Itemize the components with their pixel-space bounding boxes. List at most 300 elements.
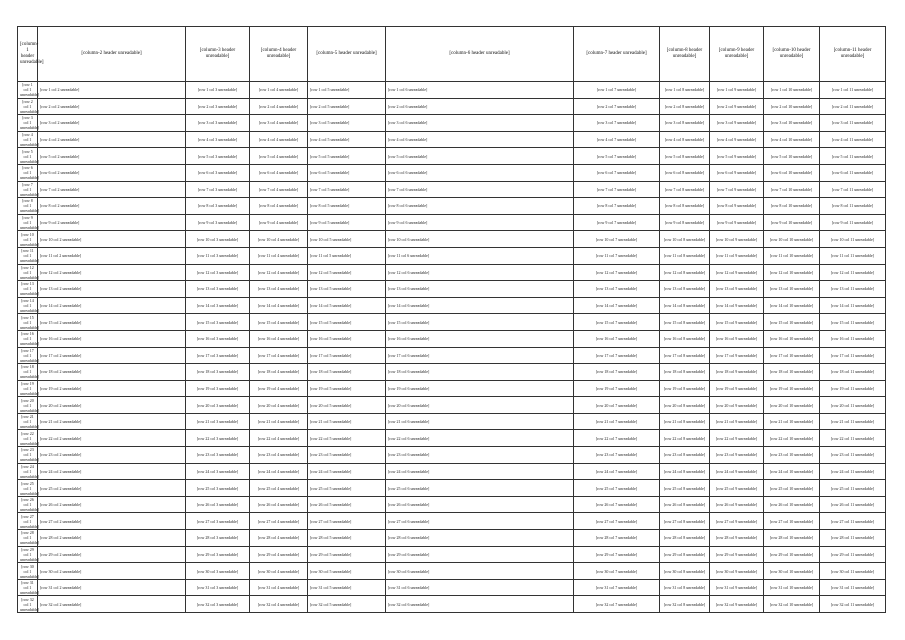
table-cell: [row 13 col 9 unreadable] — [710, 281, 764, 298]
table-cell: [row 5 col 9 unreadable] — [710, 148, 764, 165]
table-cell: [row 14 col 5 unreadable] — [308, 297, 386, 314]
table-cell: [row 29 col 3 unreadable] — [186, 546, 250, 563]
table-cell: [row 2 col 8 unreadable] — [660, 98, 710, 115]
table-cell: [row 2 col 1 unreadable] — [18, 98, 38, 115]
table-cell: [row 3 col 4 unreadable] — [250, 115, 308, 132]
table-cell: [row 4 col 8 unreadable] — [660, 131, 710, 148]
table-row — [18, 181, 886, 198]
table-cell: [row 28 col 3 unreadable] — [186, 530, 250, 547]
column-header: [column-8 header unreadable] — [660, 27, 710, 82]
table-cell: [row 8 col 7 unreadable] — [574, 198, 660, 215]
table-cell: [row 29 col 1 unreadable] — [18, 546, 38, 563]
column-header: [column-6 header unreadable] — [386, 27, 574, 82]
table-cell: [row 4 col 10 unreadable] — [764, 131, 820, 148]
table-row — [18, 198, 886, 215]
table-cell: [row 4 col 9 unreadable] — [710, 131, 764, 148]
table-cell: [row 13 col 11 unreadable] — [820, 281, 886, 298]
table-cell: [row 10 col 8 unreadable] — [660, 231, 710, 248]
table-row — [18, 397, 886, 414]
table-cell: [row 21 col 3 unreadable] — [186, 413, 250, 430]
table-cell: [row 29 col 9 unreadable] — [710, 546, 764, 563]
table-cell: [row 28 col 9 unreadable] — [710, 530, 764, 547]
table-cell: [row 16 col 5 unreadable] — [308, 330, 386, 347]
table-cell: [row 27 col 3 unreadable] — [186, 513, 250, 530]
table-cell: [row 15 col 10 unreadable] — [764, 314, 820, 331]
table-cell: [row 12 col 1 unreadable] — [18, 264, 38, 281]
table-cell: [row 18 col 5 unreadable] — [308, 364, 386, 381]
table-cell: [row 7 col 3 unreadable] — [186, 181, 250, 198]
table-cell: [row 19 col 7 unreadable] — [574, 380, 660, 397]
table-cell: [row 10 col 5 unreadable] — [308, 231, 386, 248]
table-cell: [row 19 col 11 unreadable] — [820, 380, 886, 397]
table-cell: [row 15 col 3 unreadable] — [186, 314, 250, 331]
document-sheet — [17, 26, 885, 613]
table-cell: [row 5 col 7 unreadable] — [574, 148, 660, 165]
table-row — [18, 530, 886, 547]
table-cell: [row 22 col 11 unreadable] — [820, 430, 886, 447]
table-cell: [row 31 col 11 unreadable] — [820, 579, 886, 596]
table-row — [18, 347, 886, 364]
table-cell: [row 18 col 9 unreadable] — [710, 364, 764, 381]
table-cell: [row 22 col 4 unreadable] — [250, 430, 308, 447]
table-cell: [row 8 col 8 unreadable] — [660, 198, 710, 215]
table-cell: [row 24 col 9 unreadable] — [710, 463, 764, 480]
table-cell: [row 20 col 9 unreadable] — [710, 397, 764, 414]
table-cell: [row 15 col 7 unreadable] — [574, 314, 660, 331]
table-cell: [row 16 col 6 unreadable] — [386, 330, 574, 347]
table-cell: [row 9 col 2 unreadable] — [38, 214, 186, 231]
table-cell: [row 12 col 8 unreadable] — [660, 264, 710, 281]
table-cell: [row 31 col 6 unreadable] — [386, 579, 574, 596]
table-cell: [row 28 col 7 unreadable] — [574, 530, 660, 547]
table-cell: [row 22 col 2 unreadable] — [38, 430, 186, 447]
table-cell: [row 23 col 3 unreadable] — [186, 447, 250, 464]
table-cell: [row 19 col 3 unreadable] — [186, 380, 250, 397]
table-cell: [row 11 col 10 unreadable] — [764, 247, 820, 264]
table-cell: [row 27 col 8 unreadable] — [660, 513, 710, 530]
table-cell: [row 19 col 9 unreadable] — [710, 380, 764, 397]
table-cell: [row 26 col 2 unreadable] — [38, 496, 186, 513]
table-cell: [row 28 col 4 unreadable] — [250, 530, 308, 547]
table-cell: [row 12 col 3 unreadable] — [186, 264, 250, 281]
table-cell: [row 32 col 5 unreadable] — [308, 596, 386, 613]
table-cell: [row 19 col 6 unreadable] — [386, 380, 574, 397]
table-row — [18, 463, 886, 480]
table-cell: [row 26 col 6 unreadable] — [386, 496, 574, 513]
table-cell: [row 28 col 8 unreadable] — [660, 530, 710, 547]
table-row — [18, 115, 886, 132]
table-cell: [row 18 col 8 unreadable] — [660, 364, 710, 381]
table-cell: [row 9 col 6 unreadable] — [386, 214, 574, 231]
table-cell: [row 11 col 11 unreadable] — [820, 247, 886, 264]
table-cell: [row 18 col 2 unreadable] — [38, 364, 186, 381]
table-cell: [row 26 col 8 unreadable] — [660, 496, 710, 513]
table-cell: [row 10 col 9 unreadable] — [710, 231, 764, 248]
table-cell: [row 12 col 10 unreadable] — [764, 264, 820, 281]
table-cell: [row 22 col 9 unreadable] — [710, 430, 764, 447]
table-cell: [row 7 col 9 unreadable] — [710, 181, 764, 198]
table-row — [18, 131, 886, 148]
table-cell: [row 10 col 2 unreadable] — [38, 231, 186, 248]
table-cell: [row 30 col 10 unreadable] — [764, 563, 820, 580]
table-cell: [row 32 col 2 unreadable] — [38, 596, 186, 613]
table-cell: [row 3 col 3 unreadable] — [186, 115, 250, 132]
table-cell: [row 24 col 8 unreadable] — [660, 463, 710, 480]
table-cell: [row 24 col 6 unreadable] — [386, 463, 574, 480]
table-cell: [row 23 col 8 unreadable] — [660, 447, 710, 464]
table-cell: [row 3 col 9 unreadable] — [710, 115, 764, 132]
table-cell: [row 32 col 6 unreadable] — [386, 596, 574, 613]
table-row — [18, 314, 886, 331]
table-cell: [row 28 col 2 unreadable] — [38, 530, 186, 547]
table-cell: [row 20 col 7 unreadable] — [574, 397, 660, 414]
table-cell: [row 32 col 1 unreadable] — [18, 596, 38, 613]
table-cell: [row 7 col 4 unreadable] — [250, 181, 308, 198]
table-cell: [row 26 col 4 unreadable] — [250, 496, 308, 513]
table-cell: [row 17 col 8 unreadable] — [660, 347, 710, 364]
table-cell: [row 6 col 1 unreadable] — [18, 164, 38, 181]
table-cell: [row 28 col 5 unreadable] — [308, 530, 386, 547]
table-cell: [row 23 col 1 unreadable] — [18, 447, 38, 464]
table-cell: [row 27 col 9 unreadable] — [710, 513, 764, 530]
table-cell: [row 13 col 7 unreadable] — [574, 281, 660, 298]
table-cell: [row 6 col 10 unreadable] — [764, 164, 820, 181]
table-cell: [row 30 col 6 unreadable] — [386, 563, 574, 580]
table-row — [18, 364, 886, 381]
table-cell: [row 12 col 9 unreadable] — [710, 264, 764, 281]
table-cell: [row 28 col 11 unreadable] — [820, 530, 886, 547]
table-cell: [row 14 col 6 unreadable] — [386, 297, 574, 314]
table-cell: [row 12 col 6 unreadable] — [386, 264, 574, 281]
table-cell: [row 11 col 8 unreadable] — [660, 247, 710, 264]
table-cell: [row 11 col 9 unreadable] — [710, 247, 764, 264]
table-cell: [row 13 col 5 unreadable] — [308, 281, 386, 298]
table-cell: [row 12 col 4 unreadable] — [250, 264, 308, 281]
table-cell: [row 10 col 3 unreadable] — [186, 231, 250, 248]
table-cell: [row 30 col 2 unreadable] — [38, 563, 186, 580]
table-cell: [row 14 col 4 unreadable] — [250, 297, 308, 314]
table-row — [18, 231, 886, 248]
table-cell: [row 30 col 7 unreadable] — [574, 563, 660, 580]
table-cell: [row 25 col 9 unreadable] — [710, 480, 764, 497]
table-cell: [row 2 col 2 unreadable] — [38, 98, 186, 115]
table-cell: [row 26 col 9 unreadable] — [710, 496, 764, 513]
table-cell: [row 20 col 11 unreadable] — [820, 397, 886, 414]
table-cell: [row 26 col 11 unreadable] — [820, 496, 886, 513]
table-cell: [row 12 col 5 unreadable] — [308, 264, 386, 281]
column-header: [column-10 header unreadable] — [764, 27, 820, 82]
table-cell: [row 12 col 7 unreadable] — [574, 264, 660, 281]
table-cell: [row 31 col 5 unreadable] — [308, 579, 386, 596]
table-row — [18, 330, 886, 347]
table-cell: [row 1 col 2 unreadable] — [38, 82, 186, 99]
column-header: [column-5 header unreadable] — [308, 27, 386, 82]
table-cell: [row 17 col 5 unreadable] — [308, 347, 386, 364]
table-cell: [row 6 col 3 unreadable] — [186, 164, 250, 181]
table-cell: [row 1 col 1 unreadable] — [18, 82, 38, 99]
table-cell: [row 20 col 2 unreadable] — [38, 397, 186, 414]
table-cell: [row 28 col 6 unreadable] — [386, 530, 574, 547]
table-cell: [row 13 col 1 unreadable] — [18, 281, 38, 298]
table-cell: [row 3 col 2 unreadable] — [38, 115, 186, 132]
table-cell: [row 16 col 1 unreadable] — [18, 330, 38, 347]
table-cell: [row 31 col 10 unreadable] — [764, 579, 820, 596]
table-cell: [row 18 col 6 unreadable] — [386, 364, 574, 381]
table-cell: [row 29 col 7 unreadable] — [574, 546, 660, 563]
table-cell: [row 19 col 2 unreadable] — [38, 380, 186, 397]
table-cell: [row 30 col 9 unreadable] — [710, 563, 764, 580]
table-cell: [row 24 col 5 unreadable] — [308, 463, 386, 480]
table-cell: [row 8 col 6 unreadable] — [386, 198, 574, 215]
table-cell: [row 25 col 2 unreadable] — [38, 480, 186, 497]
table-cell: [row 7 col 11 unreadable] — [820, 181, 886, 198]
table-cell: [row 7 col 1 unreadable] — [18, 181, 38, 198]
table-row — [18, 281, 886, 298]
table-cell: [row 16 col 7 unreadable] — [574, 330, 660, 347]
table-cell: [row 25 col 10 unreadable] — [764, 480, 820, 497]
table-cell: [row 6 col 9 unreadable] — [710, 164, 764, 181]
table-cell: [row 9 col 1 unreadable] — [18, 214, 38, 231]
table-cell: [row 2 col 10 unreadable] — [764, 98, 820, 115]
table-cell: [row 24 col 10 unreadable] — [764, 463, 820, 480]
column-header: [column-7 header unreadable] — [574, 27, 660, 82]
table-cell: [row 6 col 8 unreadable] — [660, 164, 710, 181]
table-cell: [row 17 col 1 unreadable] — [18, 347, 38, 364]
table-cell: [row 25 col 8 unreadable] — [660, 480, 710, 497]
table-cell: [row 22 col 8 unreadable] — [660, 430, 710, 447]
table-row — [18, 264, 886, 281]
table-cell: [row 23 col 9 unreadable] — [710, 447, 764, 464]
table-cell: [row 27 col 6 unreadable] — [386, 513, 574, 530]
table-cell: [row 4 col 3 unreadable] — [186, 131, 250, 148]
table-cell: [row 24 col 2 unreadable] — [38, 463, 186, 480]
table-row — [18, 430, 886, 447]
table-cell: [row 30 col 1 unreadable] — [18, 563, 38, 580]
table-row — [18, 480, 886, 497]
table-cell: [row 24 col 7 unreadable] — [574, 463, 660, 480]
table-cell: [row 1 col 3 unreadable] — [186, 82, 250, 99]
table-cell: [row 20 col 6 unreadable] — [386, 397, 574, 414]
table-cell: [row 7 col 6 unreadable] — [386, 181, 574, 198]
table-cell: [row 1 col 5 unreadable] — [308, 82, 386, 99]
table-cell: [row 19 col 10 unreadable] — [764, 380, 820, 397]
column-header: [column-1 header unreadable] — [18, 27, 38, 82]
table-cell: [row 20 col 4 unreadable] — [250, 397, 308, 414]
table-row — [18, 596, 886, 613]
table-cell: [row 5 col 5 unreadable] — [308, 148, 386, 165]
table-cell: [row 6 col 7 unreadable] — [574, 164, 660, 181]
column-header: [column-9 header unreadable] — [710, 27, 764, 82]
table-cell: [row 6 col 2 unreadable] — [38, 164, 186, 181]
table-cell: [row 7 col 5 unreadable] — [308, 181, 386, 198]
table-cell: [row 16 col 2 unreadable] — [38, 330, 186, 347]
table-cell: [row 20 col 8 unreadable] — [660, 397, 710, 414]
table-cell: [row 16 col 11 unreadable] — [820, 330, 886, 347]
table-cell: [row 27 col 1 unreadable] — [18, 513, 38, 530]
table-cell: [row 14 col 3 unreadable] — [186, 297, 250, 314]
table-cell: [row 20 col 5 unreadable] — [308, 397, 386, 414]
table-cell: [row 10 col 6 unreadable] — [386, 231, 574, 248]
table-cell: [row 31 col 8 unreadable] — [660, 579, 710, 596]
table-cell: [row 11 col 4 unreadable] — [250, 247, 308, 264]
table-cell: [row 30 col 11 unreadable] — [820, 563, 886, 580]
table-cell: [row 14 col 11 unreadable] — [820, 297, 886, 314]
table-cell: [row 18 col 3 unreadable] — [186, 364, 250, 381]
column-header: [column-4 header unreadable] — [250, 27, 308, 82]
table-cell: [row 21 col 10 unreadable] — [764, 413, 820, 430]
table-cell: [row 3 col 10 unreadable] — [764, 115, 820, 132]
table-cell: [row 13 col 6 unreadable] — [386, 281, 574, 298]
table-cell: [row 1 col 8 unreadable] — [660, 82, 710, 99]
table-cell: [row 16 col 3 unreadable] — [186, 330, 250, 347]
table-cell: [row 15 col 2 unreadable] — [38, 314, 186, 331]
table-cell: [row 22 col 7 unreadable] — [574, 430, 660, 447]
table-cell: [row 19 col 8 unreadable] — [660, 380, 710, 397]
table-row — [18, 579, 886, 596]
table-cell: [row 18 col 11 unreadable] — [820, 364, 886, 381]
table-cell: [row 15 col 6 unreadable] — [386, 314, 574, 331]
table-cell: [row 15 col 11 unreadable] — [820, 314, 886, 331]
table-cell: [row 3 col 5 unreadable] — [308, 115, 386, 132]
table-cell: [row 21 col 9 unreadable] — [710, 413, 764, 430]
table-cell: [row 31 col 2 unreadable] — [38, 579, 186, 596]
column-header: [column-3 header unreadable] — [186, 27, 250, 82]
table-cell: [row 8 col 10 unreadable] — [764, 198, 820, 215]
table-cell: [row 11 col 6 unreadable] — [386, 247, 574, 264]
table-cell: [row 25 col 4 unreadable] — [250, 480, 308, 497]
table-cell: [row 8 col 1 unreadable] — [18, 198, 38, 215]
table-cell: [row 26 col 7 unreadable] — [574, 496, 660, 513]
table-cell: [row 16 col 9 unreadable] — [710, 330, 764, 347]
table-cell: [row 32 col 11 unreadable] — [820, 596, 886, 613]
table-cell: [row 19 col 5 unreadable] — [308, 380, 386, 397]
table-cell: [row 21 col 11 unreadable] — [820, 413, 886, 430]
table-cell: [row 7 col 10 unreadable] — [764, 181, 820, 198]
table-cell: [row 10 col 1 unreadable] — [18, 231, 38, 248]
table-cell: [row 31 col 7 unreadable] — [574, 579, 660, 596]
column-header: [column-11 header unreadable] — [820, 27, 886, 82]
table-cell: [row 4 col 1 unreadable] — [18, 131, 38, 148]
table-cell: [row 3 col 11 unreadable] — [820, 115, 886, 132]
table-cell: [row 24 col 4 unreadable] — [250, 463, 308, 480]
table-cell: [row 18 col 1 unreadable] — [18, 364, 38, 381]
table-cell: [row 12 col 2 unreadable] — [38, 264, 186, 281]
table-cell: [row 27 col 2 unreadable] — [38, 513, 186, 530]
table-cell: [row 31 col 3 unreadable] — [186, 579, 250, 596]
table-cell: [row 20 col 3 unreadable] — [186, 397, 250, 414]
table-row — [18, 447, 886, 464]
table-cell: [row 9 col 9 unreadable] — [710, 214, 764, 231]
table-cell: [row 27 col 5 unreadable] — [308, 513, 386, 530]
table-cell: [row 4 col 4 unreadable] — [250, 131, 308, 148]
table-cell: [row 31 col 4 unreadable] — [250, 579, 308, 596]
table-cell: [row 24 col 1 unreadable] — [18, 463, 38, 480]
table-body — [18, 82, 886, 613]
table-cell: [row 32 col 9 unreadable] — [710, 596, 764, 613]
table-cell: [row 25 col 7 unreadable] — [574, 480, 660, 497]
table-cell: [row 14 col 2 unreadable] — [38, 297, 186, 314]
table-cell: [row 23 col 5 unreadable] — [308, 447, 386, 464]
table-row — [18, 413, 886, 430]
table-cell: [row 25 col 6 unreadable] — [386, 480, 574, 497]
table-cell: [row 9 col 7 unreadable] — [574, 214, 660, 231]
table-cell: [row 12 col 11 unreadable] — [820, 264, 886, 281]
table-cell: [row 2 col 3 unreadable] — [186, 98, 250, 115]
table-cell: [row 21 col 8 unreadable] — [660, 413, 710, 430]
table-cell: [row 13 col 2 unreadable] — [38, 281, 186, 298]
table-cell: [row 23 col 7 unreadable] — [574, 447, 660, 464]
table-cell: [row 1 col 7 unreadable] — [574, 82, 660, 99]
table-cell: [row 5 col 4 unreadable] — [250, 148, 308, 165]
table-row — [18, 247, 886, 264]
table-cell: [row 8 col 4 unreadable] — [250, 198, 308, 215]
table-cell: [row 22 col 1 unreadable] — [18, 430, 38, 447]
data-table — [17, 26, 886, 613]
table-cell: [row 19 col 1 unreadable] — [18, 380, 38, 397]
table-cell: [row 27 col 11 unreadable] — [820, 513, 886, 530]
table-cell: [row 23 col 10 unreadable] — [764, 447, 820, 464]
table-cell: [row 30 col 3 unreadable] — [186, 563, 250, 580]
table-cell: [row 20 col 1 unreadable] — [18, 397, 38, 414]
table-cell: [row 8 col 2 unreadable] — [38, 198, 186, 215]
table-cell: [row 9 col 8 unreadable] — [660, 214, 710, 231]
table-cell: [row 4 col 5 unreadable] — [308, 131, 386, 148]
table-cell: [row 21 col 5 unreadable] — [308, 413, 386, 430]
table-cell: [row 23 col 11 unreadable] — [820, 447, 886, 464]
table-cell: [row 29 col 11 unreadable] — [820, 546, 886, 563]
table-cell: [row 21 col 6 unreadable] — [386, 413, 574, 430]
table-cell: [row 5 col 6 unreadable] — [386, 148, 574, 165]
table-cell: [row 9 col 5 unreadable] — [308, 214, 386, 231]
table-cell: [row 18 col 7 unreadable] — [574, 364, 660, 381]
table-cell: [row 27 col 7 unreadable] — [574, 513, 660, 530]
table-cell: [row 14 col 1 unreadable] — [18, 297, 38, 314]
table-cell: [row 3 col 6 unreadable] — [386, 115, 574, 132]
table-cell: [row 6 col 6 unreadable] — [386, 164, 574, 181]
table-cell: [row 9 col 11 unreadable] — [820, 214, 886, 231]
table-cell: [row 14 col 9 unreadable] — [710, 297, 764, 314]
table-cell: [row 22 col 5 unreadable] — [308, 430, 386, 447]
table-cell: [row 1 col 10 unreadable] — [764, 82, 820, 99]
table-cell: [row 4 col 11 unreadable] — [820, 131, 886, 148]
table-cell: [row 25 col 11 unreadable] — [820, 480, 886, 497]
table-cell: [row 15 col 5 unreadable] — [308, 314, 386, 331]
table-cell: [row 30 col 8 unreadable] — [660, 563, 710, 580]
table-cell: [row 10 col 7 unreadable] — [574, 231, 660, 248]
table-cell: [row 21 col 4 unreadable] — [250, 413, 308, 430]
table-cell: [row 18 col 4 unreadable] — [250, 364, 308, 381]
table-cell: [row 11 col 2 unreadable] — [38, 247, 186, 264]
table-cell: [row 31 col 1 unreadable] — [18, 579, 38, 596]
table-cell: [row 17 col 11 unreadable] — [820, 347, 886, 364]
table-cell: [row 22 col 10 unreadable] — [764, 430, 820, 447]
table-cell: [row 25 col 5 unreadable] — [308, 480, 386, 497]
table-cell: [row 29 col 4 unreadable] — [250, 546, 308, 563]
table-cell: [row 13 col 10 unreadable] — [764, 281, 820, 298]
table-cell: [row 13 col 4 unreadable] — [250, 281, 308, 298]
table-row — [18, 546, 886, 563]
table-cell: [row 32 col 3 unreadable] — [186, 596, 250, 613]
table-row — [18, 496, 886, 513]
table-cell: [row 9 col 4 unreadable] — [250, 214, 308, 231]
table-row — [18, 214, 886, 231]
table-cell: [row 29 col 2 unreadable] — [38, 546, 186, 563]
table-cell: [row 6 col 11 unreadable] — [820, 164, 886, 181]
table-cell: [row 5 col 8 unreadable] — [660, 148, 710, 165]
table-cell: [row 17 col 2 unreadable] — [38, 347, 186, 364]
table-cell: [row 27 col 10 unreadable] — [764, 513, 820, 530]
table-cell: [row 8 col 11 unreadable] — [820, 198, 886, 215]
